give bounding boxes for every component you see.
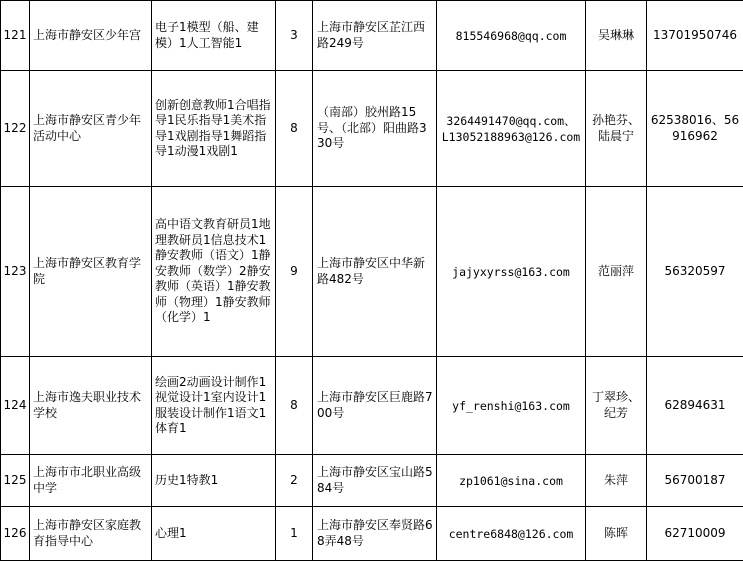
email-line: yf_renshi@163.com bbox=[452, 398, 570, 413]
table-row bbox=[1, 455, 743, 507]
address: 上海市静安区巨鹿路700号 bbox=[313, 357, 437, 455]
phone: 62538016、56916962 bbox=[647, 71, 743, 187]
email-line: 3264491470@qq.com、 bbox=[446, 113, 576, 128]
headcount: 8 bbox=[276, 71, 313, 187]
address: 上海市静安区奉贤路68弄48号 bbox=[313, 507, 437, 561]
table-row bbox=[1, 357, 743, 455]
phone: 62894631 bbox=[647, 357, 743, 455]
contact-person: 孙艳芬、 陆晨宁 bbox=[586, 71, 647, 187]
contact-person: 陈晖 bbox=[586, 507, 647, 561]
address: 上海市静安区芷江西路249号 bbox=[313, 1, 437, 71]
headcount: 1 bbox=[276, 507, 313, 561]
posts-cell: 绘画2动画设计制作1视觉设计1室内设计1服装设计制作1语文1体育1 bbox=[152, 357, 276, 455]
contact-person: 丁翠珍、纪芳 bbox=[586, 357, 647, 455]
address: 上海市静安区中华新路482号 bbox=[313, 187, 437, 357]
unit-name: 上海市静安区教育学院 bbox=[30, 187, 152, 357]
table-row bbox=[1, 507, 743, 561]
phone: 56700187 bbox=[647, 455, 743, 507]
phone: 13701950746 bbox=[647, 1, 743, 71]
row-number: 125 bbox=[1, 455, 30, 507]
table-row bbox=[1, 1, 743, 71]
email bbox=[437, 507, 586, 561]
table-row bbox=[1, 71, 743, 187]
headcount: 3 bbox=[276, 1, 313, 71]
contact-person: 朱萍 bbox=[586, 455, 647, 507]
address: （南部）胶州路15号、（北部）阳曲路330号 bbox=[313, 71, 437, 187]
posts-cell: 创新创意教师1合唱指导1民乐指导1美术指导1戏剧指导1舞蹈指导1动漫1戏剧1 bbox=[152, 71, 276, 187]
table-row bbox=[1, 187, 743, 357]
email bbox=[437, 187, 586, 357]
email-line: centre6848@126.com bbox=[448, 526, 574, 541]
unit-name: 上海市静安区少年宫 bbox=[30, 1, 152, 71]
email-line: L13052188963@126.com bbox=[441, 129, 581, 144]
unit-name: 上海市静安区青少年活动中心 bbox=[30, 71, 152, 187]
email bbox=[437, 71, 586, 187]
email-line: zp1061@sina.com bbox=[459, 473, 563, 488]
headcount: 2 bbox=[276, 455, 313, 507]
row-number: 123 bbox=[1, 187, 30, 357]
row-number: 126 bbox=[1, 507, 30, 561]
row-number: 121 bbox=[1, 1, 30, 71]
email-line: jajyxyrss@163.com bbox=[452, 264, 570, 279]
unit-name: 上海市静安区家庭教育指导中心 bbox=[30, 507, 152, 561]
posts-cell: 心理1 bbox=[152, 507, 276, 561]
email bbox=[437, 1, 586, 71]
contact-person: 吴琳琳 bbox=[586, 1, 647, 71]
row-number: 122 bbox=[1, 71, 30, 187]
headcount: 9 bbox=[276, 187, 313, 357]
phone: 56320597 bbox=[647, 187, 743, 357]
phone: 62710009 bbox=[647, 507, 743, 561]
posts-cell: 高中语文教育研员1地理教研员1信息技术1静安教师（语文）1静安教师（数学）2静安教师（英语）1静安教师（物理）1静安教师（化学）1 bbox=[152, 187, 276, 357]
email-line: 815546968@qq.com bbox=[455, 28, 567, 43]
email bbox=[437, 455, 586, 507]
unit-name: 上海市市北职业高级中学 bbox=[30, 455, 152, 507]
row-number: 124 bbox=[1, 357, 30, 455]
posts-cell: 电子1模型（船、建模）1人工智能1 bbox=[152, 1, 276, 71]
unit-name: 上海市逸夫职业技术学校 bbox=[30, 357, 152, 455]
posts-cell: 历史1特教1 bbox=[152, 455, 276, 507]
headcount: 8 bbox=[276, 357, 313, 455]
address: 上海市静安区宝山路584号 bbox=[313, 455, 437, 507]
contact-person: 范丽萍 bbox=[586, 187, 647, 357]
email bbox=[437, 357, 586, 455]
